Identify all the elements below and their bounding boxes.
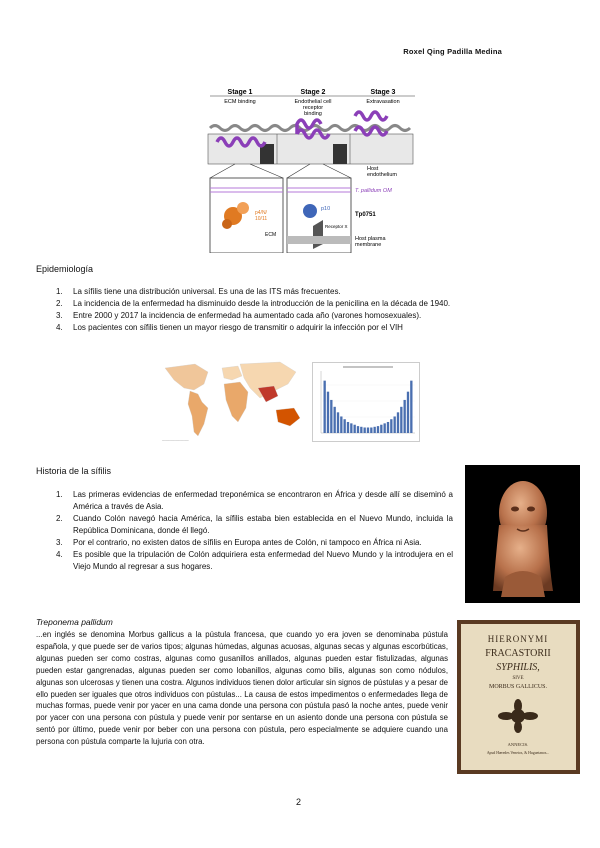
chart-bar	[384, 423, 386, 433]
list-item: 1. Las primeras evidencias de enfermedad treponémica se encontraron en África y desde allí se diseminó a América a través de Asia.	[56, 490, 453, 511]
pathogenesis-svg	[205, 86, 420, 253]
chart-bar	[410, 381, 412, 433]
book-line-1: HIERONYMI	[487, 634, 549, 644]
chart-bar	[390, 419, 392, 433]
label-receptor-x: Receptor X	[325, 224, 348, 229]
world-map-svg	[160, 358, 308, 442]
chart-bar	[377, 426, 379, 433]
book-emblem	[498, 699, 538, 733]
treponema-paragraph: ...en inglés se denomina Morbus gallicus a la pústula francesa, que cuando yo era joven se denominaba pústula española, y que puede ser de varios tipos; algunas húmedas, algunas acuosas, algunas secas y algunas escorbúticas, algunas pueden ser como costras, algunas como gusanillos anillados, algunas pueden estar fistulizadas, algunas pueden estar gangrenadas, algunas pueden ser como lobanillos, algunas como bilis, algunas son como nódulos, algunas son ulcerosas y tienen una costra. Algunos individuos tienen dolor articular sin signos de pústulas y a pesar de ello pueden ser iguales que otros individuos con pústulas... La causa de estos impedimentos o enfermedades llega de muchas formas, puede venir por yacer en una cama donde una persona con pústula pasó la noche antes, puede venir por yacer con una persona con pústula y puede venir por sentarse en un asiento donde una persona con pústula se sentó por último, puede venir por beber con una persona con pústula, pero especialmente se adquiere cuando una persona con pústula comparte la lujuria con otra.	[36, 630, 448, 747]
stage-3-subtitle: Extravasation	[366, 99, 400, 105]
chart-bar	[394, 416, 396, 433]
chart-bar	[360, 427, 362, 433]
book-line-4: SIVE	[512, 676, 524, 681]
book-line-6: ANNECIS.	[507, 742, 529, 747]
map-caption: ________________	[162, 437, 189, 441]
list-item: 4. Los pacientes con sífilis tienen un mayor riesgo de transmitir o adquirir la infección por el VIH	[56, 323, 403, 332]
book-line-5: MORBUS GALLICUS.	[488, 684, 548, 690]
chart-bar	[337, 412, 339, 433]
chart-bar	[357, 426, 359, 433]
page-number: 2	[296, 797, 302, 807]
label-tpallidum-om: T. pallidum OM	[355, 188, 392, 194]
list-item: 3. Por el contrario, no existen datos de sífilis en Europa antes de Colón, ni tampoco en África ni Asia.	[56, 538, 422, 547]
list-item: 1. La sífilis tiene una distribución universal. Es una de las ITS más frecuentes.	[56, 287, 341, 296]
pathogenesis-diagram	[205, 86, 420, 253]
list-item: 4. Es posible que la tripulación de Colón adquiriera esta enfermedad del Nuevo Mundo y la introdujera en el Viejo Mundo al regresar a sus hogares.	[56, 550, 453, 571]
chart-bar	[354, 425, 356, 433]
stage-1-subtitle: ECM binding	[224, 99, 256, 105]
book-line-2: FRACASTORII	[485, 648, 551, 659]
svg-text:membrane: membrane	[355, 242, 382, 248]
label-host-plasma-membrane: Host plasma	[355, 236, 386, 242]
chart-bar	[387, 422, 389, 433]
book-line-7: Apud Hæredes Venetos, & Huguetanos...	[486, 751, 550, 755]
chart-bar	[340, 416, 342, 433]
list-item: 2. Cuando Colón navegó hacia América, la sífilis estaba bien establecida en el Nuevo Mundo, incluida la República Dominicana, donde él llegó.	[56, 514, 453, 535]
stage-2-title: Stage 2	[300, 89, 326, 96]
historia-title: Historia de la sífilis	[36, 466, 112, 476]
label-tp0751: Tp0751	[355, 212, 376, 218]
chart-bar	[347, 422, 349, 433]
epidemiologia-list	[56, 286, 543, 334]
stage-2-subtitle: Endothelial cell	[294, 99, 332, 105]
incidence-chart	[312, 362, 420, 442]
chart-bar	[334, 407, 336, 433]
author-name: Roxel Qing Padilla Medina	[403, 47, 502, 56]
chart-bar	[374, 427, 376, 433]
chart-bar	[404, 400, 406, 433]
chart-bar	[324, 381, 326, 433]
epidemiologia-title: Epidemiología	[36, 264, 94, 274]
svg-text:binding: binding	[304, 111, 322, 117]
chart-bar	[344, 419, 346, 433]
label-p4n: p4/N/	[255, 210, 267, 216]
chart-bar	[327, 392, 329, 433]
stage-3-title: Stage 3	[370, 89, 396, 96]
bust-svg	[465, 465, 580, 603]
stage-1-title: Stage 1	[227, 89, 253, 96]
book-svg	[461, 624, 576, 770]
list-item: 2. La incidencia de la enfermedad ha disminuido desde la introducción de la penicilina en la década de 1940.	[56, 299, 451, 308]
svg-text:endothelium: endothelium	[367, 172, 397, 178]
fracastorius-book-image	[457, 620, 580, 774]
svg-text:receptor: receptor	[302, 105, 324, 111]
list-item: 3. Entre 2000 y 2017 la incidencia de enfermedad ha aumentado cada año (varones homosexuales).	[56, 311, 422, 320]
syphilis-bust-image	[465, 465, 580, 603]
label-p10: p10	[321, 206, 331, 212]
chart-bar	[350, 423, 352, 433]
chart-bar	[367, 427, 369, 433]
label-ecm: ECM	[265, 232, 277, 238]
svg-text:10/11: 10/11	[255, 216, 268, 222]
chart-bar	[380, 425, 382, 433]
chart-bar	[364, 427, 366, 433]
chart-bar	[397, 412, 399, 433]
incidence-chart-svg	[313, 363, 419, 441]
chart-bar	[330, 400, 332, 433]
treponema-title: Treponema pallidum	[36, 617, 113, 627]
world-map	[160, 358, 308, 442]
label-host-endothelium: Host	[367, 166, 379, 172]
historia-list	[56, 489, 453, 573]
chart-bar	[370, 427, 372, 433]
book-line-3: SYPHILIS,	[496, 662, 540, 673]
chart-bar	[400, 407, 402, 433]
chart-bar	[407, 392, 409, 433]
